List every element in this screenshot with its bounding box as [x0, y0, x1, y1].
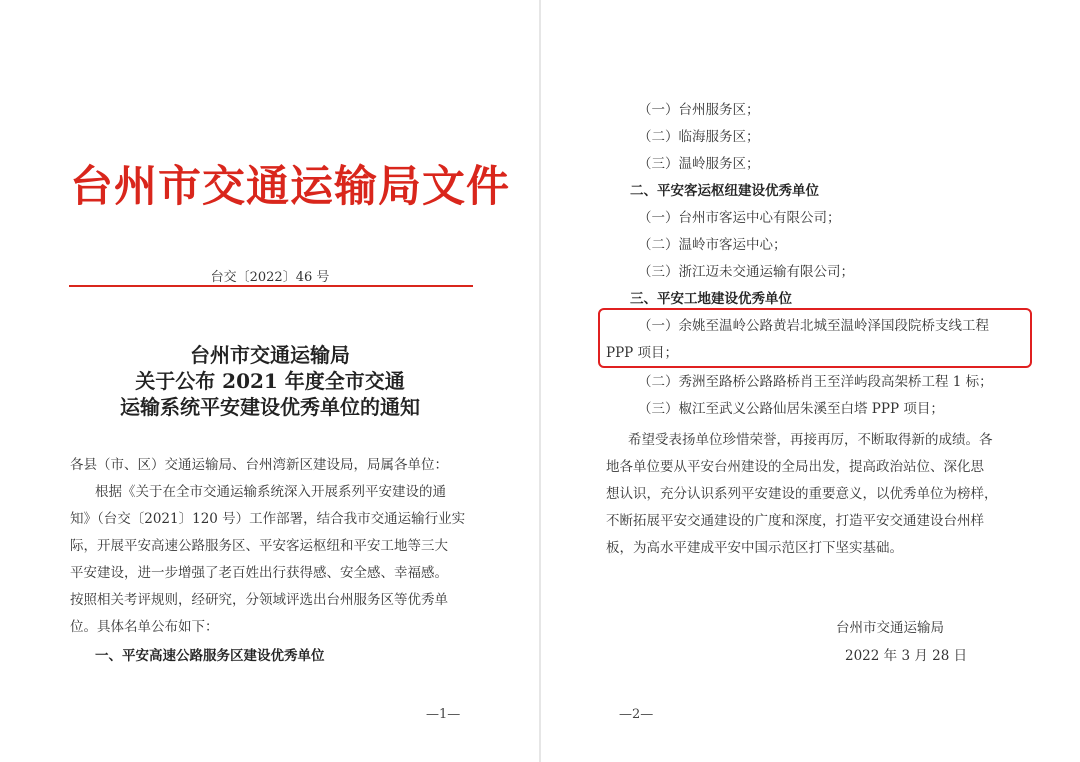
page-number-2: —2— — [619, 707, 654, 722]
body-line: 际，开展平安高速公路服务区、平安客运枢纽和平安工地等三大 — [70, 538, 448, 554]
document-page-1 — [0, 0, 539, 762]
list-item: （一）台州市客运中心有限公司； — [638, 210, 841, 226]
body-line: 平安建设，进一步增强了老百姓出行获得感、安全感、幸福感。 — [70, 565, 448, 581]
body-line: 位。具体名单公布如下： — [70, 619, 219, 635]
list-item: （二）秀洲至路桥公路路桥肖王至洋屿段高架桥工程 1 标； — [638, 374, 993, 390]
list-item: （一）台州服务区； — [638, 102, 760, 118]
body-line: 根据《关于在全市交通运输系统深入开展系列平安建设的通 — [95, 484, 446, 500]
red-highlight-box — [598, 308, 1032, 368]
highlighted-item-line-2: PPP 项目； — [606, 345, 679, 361]
closing-paragraph-line: 地各单位要从平安台州建设的全局出发，提高政治站位、深化思 — [606, 459, 984, 475]
body-line: 按照相关考评规则，经研究，分领域评选出台州服务区等优秀单 — [70, 592, 448, 608]
closing-paragraph-line: 板，为高水平建成平安中国示范区打下坚实基础。 — [606, 540, 903, 556]
document-number: 台交〔2022〕46 号 — [210, 270, 330, 285]
document-red-header: 台州市交通运输局文件 — [70, 162, 510, 212]
addressee-line: 各县（市、区）交通运输局、台州湾新区建设局，局属各单位： — [70, 457, 448, 473]
section-heading-1: 一、平安高速公路服务区建设优秀单位 — [95, 648, 325, 664]
list-item: （二）温岭市客运中心； — [638, 237, 787, 253]
section-heading-2: 二、平安客运枢纽建设优秀单位 — [630, 183, 819, 199]
closing-paragraph-line: 想认识，充分认识系列平安建设的重要意义，以优秀单位为榜样， — [606, 486, 998, 502]
list-item: （二）临海服务区； — [638, 129, 760, 145]
list-item: （三）浙江迈未交通运输有限公司； — [638, 264, 854, 280]
section-heading-3: 三、平安工地建设优秀单位 — [630, 291, 792, 307]
body-line: 知》（台交〔2021〕120 号）工作部署，结合我市交通运输行业实 — [70, 511, 466, 527]
signature-date: 2022 年 3 月 28 日 — [845, 648, 968, 664]
signature-org: 台州市交通运输局 — [836, 620, 944, 636]
highlighted-item-line-1: （一）余姚至温岭公路黄岩北城至温岭泽国段院桥支线工程 — [638, 318, 989, 334]
notice-heading-line-1: 台州市交通运输局 — [190, 343, 350, 367]
closing-paragraph-line: 不断拓展平安交通建设的广度和深度，打造平安交通建设台州样 — [606, 513, 984, 529]
list-item: （三）温岭服务区； — [638, 156, 760, 172]
notice-heading-line-2: 关于公布 2021 年度全市交通 — [135, 369, 405, 393]
notice-heading-line-3: 运输系统平安建设优秀单位的通知 — [120, 395, 420, 419]
list-item: （三）椒江至武义公路仙居朱溪至白塔 PPP 项目； — [638, 401, 944, 417]
closing-paragraph-line: 希望受表扬单位珍惜荣誉，再接再厉，不断取得新的成绩。各 — [628, 432, 993, 448]
page-number-1: —1— — [426, 707, 461, 722]
red-divider-line — [69, 285, 473, 287]
